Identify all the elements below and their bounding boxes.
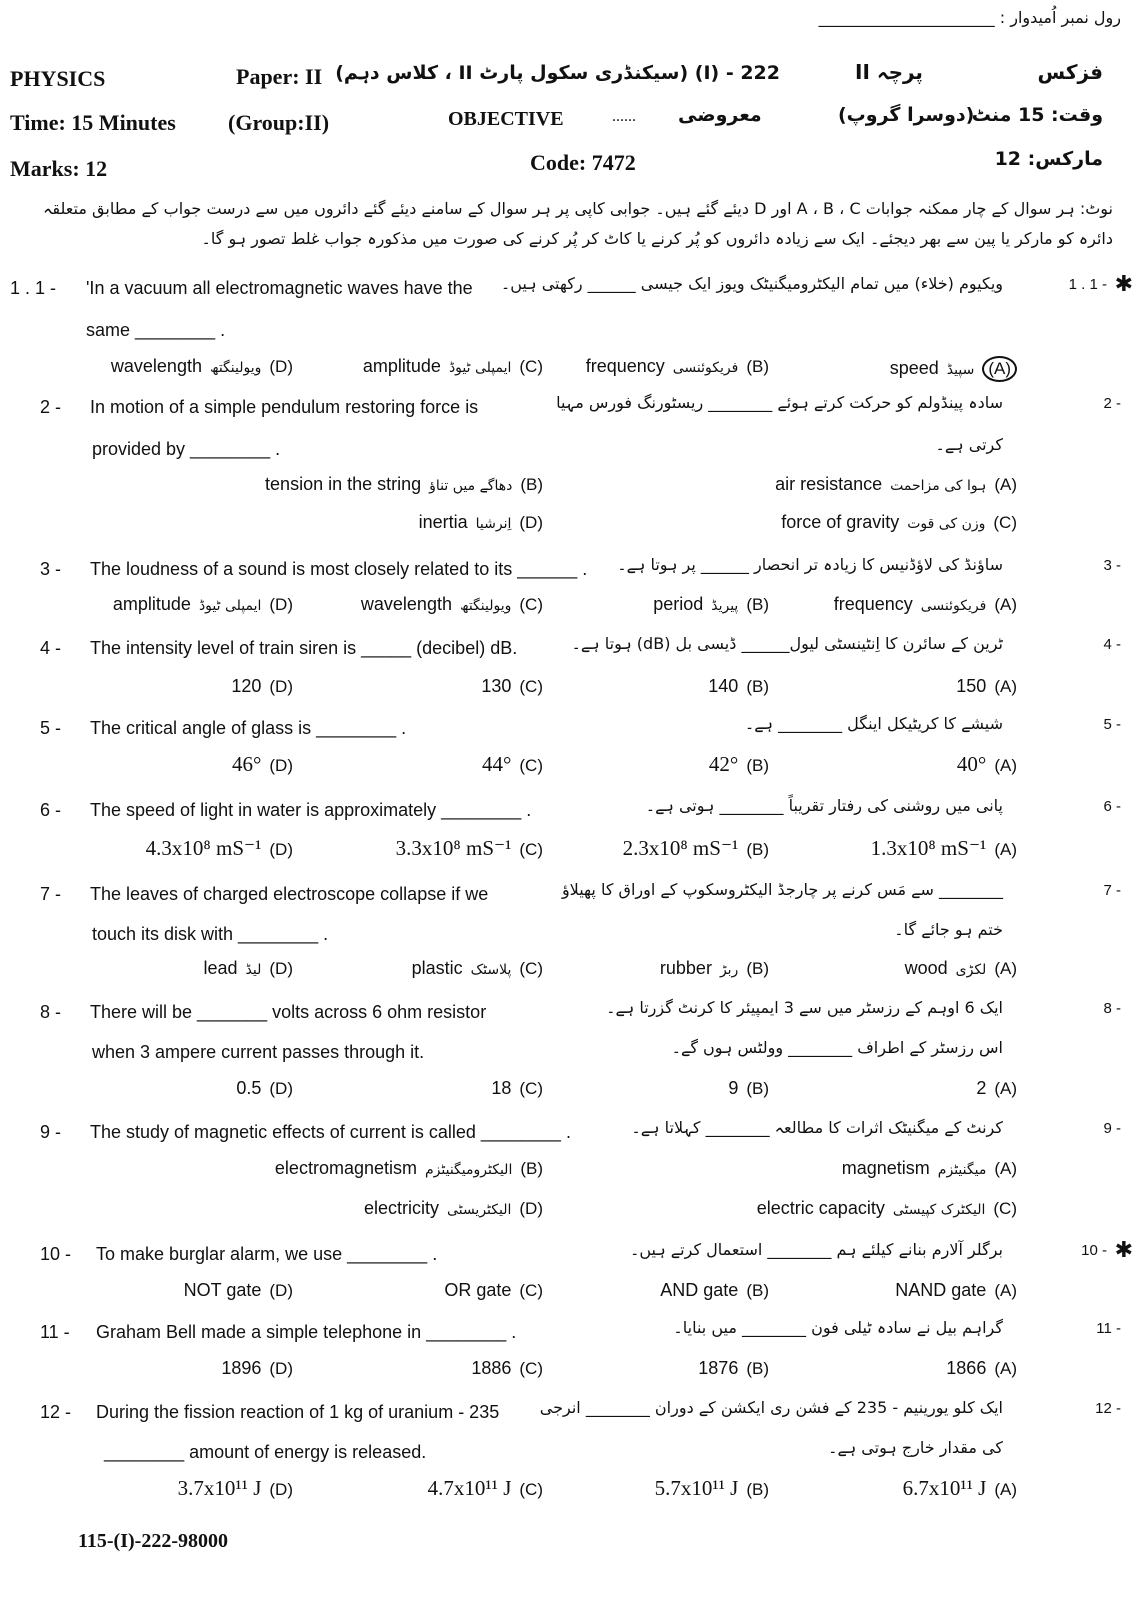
question-text-ur: پانی میں روشنی کی رفتار تقریباً ________ ہوتی ہے۔ <box>645 796 1003 815</box>
option-text-en: 0.5 <box>236 1078 262 1098</box>
option-text-en: amplitude <box>362 356 441 376</box>
paper-en: Paper: II <box>236 64 323 89</box>
option-text-ur: ربڑ <box>719 962 739 978</box>
option-letter: (B) <box>746 840 769 859</box>
option-text-ur: الیکٹریسٹی <box>447 1202 512 1218</box>
question-number-en: 11 - <box>40 1322 70 1342</box>
option-letter: (D) <box>269 1281 293 1300</box>
question-text-en: The study of magnetic effects of current is called ________ . <box>90 1122 571 1142</box>
option-d <box>204 958 293 979</box>
option-letter: (B) <box>746 1281 769 1300</box>
option-letter: (D) <box>269 1480 293 1499</box>
option-letter: (C) <box>519 357 543 376</box>
option-text-en: tension in the string <box>265 474 422 494</box>
option-b <box>698 1358 769 1379</box>
option-a <box>957 752 1017 777</box>
question-number-en: 9 - <box>40 1122 62 1142</box>
code-title: 222 - (I) (سیکنڈری سکول پارٹ II ، کلاس دہم) <box>335 62 780 84</box>
option-c <box>757 1198 1017 1219</box>
option-letter: (C) <box>519 756 543 775</box>
question-text-ur: شیشے کا کریٹیکل اینگل ________ ہے۔ <box>744 714 1003 733</box>
star-mark: ✱ <box>1114 1238 1133 1263</box>
option-text-en: speed <box>889 358 939 378</box>
option-text-en: lead <box>203 958 238 978</box>
option-d <box>184 1280 293 1301</box>
question-text-ur: ایک 6 اوہم کے رزسٹر میں سے 3 ایمپیئر کا کرنٹ گزرتا ہے۔ <box>606 998 1003 1017</box>
option-a <box>956 676 1017 697</box>
option-text-en: 120 <box>231 676 262 696</box>
option-text-en: 4.3x10⁸ mS⁻¹ <box>145 836 262 860</box>
option-letter: (B) <box>746 677 769 696</box>
option-text-en: 2.3x10⁸ mS⁻¹ <box>622 836 739 860</box>
question-text-ur: کرنٹ کے میگنیٹک اثرات کا مطالعہ ________ کہلاتا ہے۔ <box>631 1118 1003 1137</box>
option-letter: (A) <box>994 677 1017 696</box>
time-ur: وقت: 15 منٹ <box>971 104 1103 126</box>
option-c <box>471 1358 543 1379</box>
option-letter: (A) <box>994 959 1017 978</box>
option-letter: (A) <box>994 475 1017 494</box>
question-text-en: The intensity level of train siren is _____ (decibel) dB. <box>90 638 518 658</box>
option-text-en: 3.7x10¹¹ J <box>177 1476 262 1500</box>
option-text-en: 1.3x10⁸ mS⁻¹ <box>870 836 987 860</box>
question-text-en: The speed of light in water is approximately ________ . <box>90 800 532 820</box>
option-b <box>655 1476 769 1501</box>
option-text-en: electromagnetism <box>274 1158 417 1178</box>
option-text-en: 44° <box>481 752 512 776</box>
option-b <box>708 676 769 697</box>
option-text-ur: فریکوئنسی <box>672 360 739 376</box>
instructions-note: نوٹ: ہر سوال کے چار ممکنہ جوابات A ، B ، C اور D دیئے گئے ہیں۔ جوابی کاپی پر ہر سوال کے سامنے دیئے گئے دائروں میں سے درست جواب کے مطابق متعلقہ دائرہ کو مارکر یا پین سے بھر دیجئے۔ ایک سے زیادہ دائروں کو پُر کرنے یا کاٹ کر پُر کرنے کی صورت میں مذکورہ جواب غلط تصور ہو گا۔ <box>43 199 1114 248</box>
option-letter: (D) <box>269 959 293 978</box>
question-number-en: 1 . 1 - <box>10 278 57 298</box>
question-text-ur: ________ سے مَس کرنے پر چارجڈ الیکٹروسکوپ کے اوراق کا پھیلاؤ <box>561 880 1003 899</box>
option-c <box>444 1280 543 1301</box>
question-text-en: There will be _______ volts across 6 ohm resistor <box>90 1002 487 1022</box>
star-mark: ✱ <box>1114 272 1133 297</box>
option-text-en: plastic <box>411 958 463 978</box>
option-text-en: rubber <box>659 958 712 978</box>
option-text-ur: اِنرشیا <box>475 516 512 532</box>
option-d <box>113 594 293 615</box>
option-text-ur: وزن کی قوت <box>907 516 986 532</box>
option-letter: (D) <box>269 677 293 696</box>
question-number-ur: 1 . 1 - <box>1068 276 1107 293</box>
marks-en: Marks: 12 <box>10 156 108 181</box>
option-text-ur: لیڈ <box>245 962 262 978</box>
option-letter: (C) <box>519 840 543 859</box>
option-a <box>775 474 1017 495</box>
option-b <box>265 474 543 495</box>
objective-ur: معروضی <box>678 104 762 126</box>
option-text-en: 46° <box>231 752 262 776</box>
option-text-ur: ایمپلی ٹیوڈ <box>448 360 512 376</box>
option-text-en: AND gate <box>660 1280 739 1300</box>
question-number-ur: 5 - <box>1103 716 1121 733</box>
option-text-en: 3.3x10⁸ mS⁻¹ <box>395 836 512 860</box>
option-text-ur: پیریڈ <box>711 598 739 614</box>
option-d <box>221 1358 293 1379</box>
option-text-en: 42° <box>708 752 739 776</box>
option-a <box>871 836 1017 861</box>
option-text-en: frequency <box>585 356 665 376</box>
option-text-ur: ایمپلی ٹیوڈ <box>198 598 262 614</box>
option-text-en: 9 <box>728 1078 739 1098</box>
option-c <box>396 836 543 861</box>
option-text-ur: سپیڈ <box>946 362 975 378</box>
option-d <box>364 1198 543 1219</box>
question-number-en: 6 - <box>40 800 62 820</box>
option-b <box>709 752 769 777</box>
option-text-ur: دھاگے میں تناؤ <box>429 478 513 494</box>
option-a <box>903 1476 1017 1501</box>
question-number-en: 12 - <box>40 1402 72 1422</box>
option-a <box>842 1158 1017 1179</box>
option-text-en: 130 <box>481 676 512 696</box>
option-text-en: frequency <box>833 594 913 614</box>
question-text-en-line2: ________ amount of energy is released. <box>104 1442 427 1462</box>
option-d <box>178 1476 293 1501</box>
option-letter: (B) <box>746 1079 769 1098</box>
option-text-ur: ویولینگتھ <box>209 360 262 376</box>
dots: ...... <box>612 108 636 125</box>
option-letter: (C) <box>519 1359 543 1378</box>
question-number-en: 8 - <box>40 1002 62 1022</box>
option-text-ur: میگنیٹزم <box>937 1162 987 1178</box>
question-text-en: The critical angle of glass is ________ . <box>90 718 407 738</box>
option-letter: (D) <box>519 513 543 532</box>
option-letter: (C) <box>993 513 1017 532</box>
question-number-ur: 11 - <box>1096 1320 1121 1337</box>
option-text-ur: ویولینگتھ <box>459 598 512 614</box>
subject-en: PHYSICS <box>10 66 106 91</box>
option-text-en: 150 <box>956 676 987 696</box>
question-text-ur: ایک کلو یورینیم - 235 کے فشن ری ایکشن کے دوران ________ انرجی <box>539 1398 1003 1417</box>
question-text-en-line2: when 3 ampere current passes through it. <box>92 1042 425 1062</box>
option-letter: (A) <box>994 1359 1017 1378</box>
option-text-en: 2 <box>976 1078 987 1098</box>
option-letter: (C) <box>519 1079 543 1098</box>
option-letter: (A) <box>994 1281 1017 1300</box>
option-b <box>623 836 769 861</box>
option-text-ur: الیکٹرومیگنیٹزم <box>424 1162 513 1178</box>
option-c <box>361 594 543 615</box>
question-text-en: In motion of a simple pendulum restoring force is <box>90 397 479 417</box>
option-letter: (A) <box>994 756 1017 775</box>
question-text-ur: گراہم بیل نے سادہ ٹیلی فون ________ میں بنایا۔ <box>673 1318 1003 1337</box>
question-number-ur: 7 - <box>1103 882 1121 899</box>
option-text-en: wavelength <box>110 356 202 376</box>
option-d <box>111 356 293 377</box>
option-a <box>946 1358 1017 1379</box>
option-letter: (A) <box>994 1159 1017 1178</box>
option-letter: (C) <box>993 1199 1017 1218</box>
question-text-en: Graham Bell made a simple telephone in ________ . <box>96 1322 517 1342</box>
option-letter: (B) <box>520 475 543 494</box>
question-text-en: The loudness of a sound is most closely related to its ______ . <box>90 559 588 579</box>
question-number-ur: 2 - <box>1103 395 1121 412</box>
option-letter: (C) <box>519 1480 543 1499</box>
question-number-en: 3 - <box>40 559 62 579</box>
option-b <box>660 958 769 979</box>
question-text-en: The leaves of charged electroscope collapse if we <box>90 884 489 904</box>
option-c <box>491 1078 543 1099</box>
option-b <box>653 594 769 615</box>
option-letter: (B) <box>746 959 769 978</box>
paper-code: Code: 7472 <box>530 150 636 175</box>
option-c <box>781 512 1017 533</box>
option-a <box>905 958 1017 979</box>
option-a <box>890 356 1017 382</box>
option-c <box>428 1476 543 1501</box>
option-d <box>231 676 293 697</box>
question-number-ur: 8 - <box>1103 1000 1121 1017</box>
question-text-en-line2: same ________ . <box>86 320 226 340</box>
option-text-en: 1896 <box>221 1358 262 1378</box>
question-text-en: To make burglar alarm, we use ________ . <box>96 1244 438 1264</box>
option-letter: (A) <box>994 595 1017 614</box>
option-d <box>232 752 293 777</box>
option-text-en: 40° <box>956 752 987 776</box>
question-text-ur-line2: کی مقدار خارج ہوتی ہے۔ <box>828 1438 1003 1457</box>
time-en: Time: 15 Minutes <box>10 110 176 135</box>
option-c <box>363 356 543 377</box>
question-text-en-line2: touch its disk with ________ . <box>92 924 329 944</box>
question-text-en: During the fission reaction of 1 kg of uranium - 235 <box>96 1402 500 1422</box>
option-text-en: period <box>653 594 704 614</box>
option-text-en: OR gate <box>444 1280 512 1300</box>
question-text-ur-line2: کرتی ہے۔ <box>935 435 1003 454</box>
option-text-en: 1886 <box>471 1358 512 1378</box>
option-letter: (B) <box>746 357 769 376</box>
question-text-ur: ویکیوم (خلاء) میں تمام الیکٹرومیگنیٹک ویوز ایک جیسی ______ رکھتی ہیں۔ <box>500 274 1003 293</box>
option-letter: (D) <box>269 756 293 775</box>
question-number-ur: 12 - <box>1095 1400 1121 1417</box>
option-letter: (A) <box>994 1079 1017 1098</box>
group-en: (Group:II) <box>228 110 330 135</box>
option-d <box>146 836 293 861</box>
option-d <box>236 1078 293 1099</box>
question-number-en: 7 - <box>40 884 62 904</box>
option-letter: (D) <box>269 357 293 376</box>
option-text-en: electric capacity <box>756 1198 885 1218</box>
option-a <box>895 1280 1017 1301</box>
option-letter: (C) <box>519 595 543 614</box>
option-text-en: electricity <box>364 1198 440 1218</box>
option-letter: (A) <box>982 356 1017 382</box>
option-letter: (C) <box>519 959 543 978</box>
question-text-ur-line2: اس رزسٹر کے اطراف ________ وولٹس ہوں گے۔ <box>671 1038 1003 1057</box>
question-text-ur: ساؤنڈ کی لاؤڈنیس کا زیادہ تر انحصار ______ پر ہوتا ہے۔ <box>617 555 1003 574</box>
option-text-en: magnetism <box>841 1158 930 1178</box>
option-text-en: 140 <box>708 676 739 696</box>
option-text-en: air resistance <box>775 474 883 494</box>
option-b <box>728 1078 769 1099</box>
option-a <box>976 1078 1017 1099</box>
option-text-en: NAND gate <box>895 1280 987 1300</box>
question-number-ur: 6 - <box>1103 798 1121 815</box>
question-text-ur-line2: ختم ہو جائے گا۔ <box>894 920 1003 939</box>
option-text-en: 18 <box>491 1078 512 1098</box>
option-letter: (C) <box>519 1281 543 1300</box>
option-c <box>481 676 543 697</box>
option-text-en: 6.7x10¹¹ J <box>902 1476 987 1500</box>
option-letter: (B) <box>520 1159 543 1178</box>
option-letter: (B) <box>746 1480 769 1499</box>
option-text-en: amplitude <box>112 594 191 614</box>
option-text-ur: الیکٹرک کپیسٹی <box>892 1202 986 1218</box>
option-c <box>412 958 543 979</box>
option-b <box>660 1280 769 1301</box>
option-letter: (A) <box>994 1480 1017 1499</box>
question-number-ur: 9 - <box>1103 1120 1121 1137</box>
option-letter: (B) <box>746 756 769 775</box>
option-letter: (D) <box>269 840 293 859</box>
question-number-en: 10 - <box>40 1244 72 1264</box>
roll-number-label: رول نمبر اُمیدوار : ______________________ <box>818 8 1121 27</box>
option-letter: (D) <box>269 1359 293 1378</box>
option-letter: (B) <box>746 1359 769 1378</box>
option-text-en: 5.7x10¹¹ J <box>654 1476 739 1500</box>
option-b <box>586 356 769 377</box>
question-text-ur: برگلر آلارم بنانے کیلئے ہم ________ استعمال کرتے ہیں۔ <box>629 1240 1003 1259</box>
question-number-en: 2 - <box>40 397 62 417</box>
question-text-en: 'In a vacuum all electromagnetic waves have the <box>86 278 473 298</box>
option-text-en: wood <box>904 958 948 978</box>
option-text-en: force of gravity <box>781 512 900 532</box>
question-number-ur: 10 - <box>1081 1242 1107 1259</box>
option-text-en: inertia <box>418 512 468 532</box>
subject-ur: فزکس <box>1037 60 1103 84</box>
option-c <box>482 752 543 777</box>
option-letter: (C) <box>519 677 543 696</box>
option-letter: (B) <box>746 595 769 614</box>
option-letter: (A) <box>994 840 1017 859</box>
option-letter: (D) <box>519 1199 543 1218</box>
option-letter: (D) <box>269 1079 293 1098</box>
question-text-ur: ٹرین کے سائرن کا اِنٹینسٹی لیول______ ڈیسی بل (dB) ہوتا ہے۔ <box>571 634 1003 653</box>
option-d <box>419 512 543 533</box>
option-text-ur: لکڑی <box>955 962 987 978</box>
option-b <box>275 1158 543 1179</box>
option-text-ur: پلاسٹک <box>470 962 512 978</box>
option-text-en: 1866 <box>946 1358 987 1378</box>
option-text-ur: فریکوئنسی <box>920 598 987 614</box>
option-text-en: 1876 <box>698 1358 739 1378</box>
question-number-ur: 3 - <box>1103 557 1121 574</box>
question-number-en: 4 - <box>40 638 62 658</box>
option-text-en: NOT gate <box>183 1280 262 1300</box>
question-text-ur: سادہ پینڈولم کو حرکت کرتے ہوئے ________ ریسٹورنگ فورس مہیا <box>556 393 1003 412</box>
option-letter: (D) <box>269 595 293 614</box>
group-ur: (دوسرا گروپ) <box>838 104 975 126</box>
question-text-en-line2: provided by ________ . <box>92 439 281 459</box>
objective-en: OBJECTIVE <box>448 108 564 130</box>
paper-ur: پرچہ II <box>855 60 923 84</box>
option-text-en: 4.7x10¹¹ J <box>427 1476 512 1500</box>
option-text-ur: ہوا کی مزاحمت <box>890 478 987 494</box>
question-number-en: 5 - <box>40 718 62 738</box>
option-a <box>834 594 1017 615</box>
option-text-en: wavelength <box>360 594 452 614</box>
footer-code: 115-(I)-222-98000 <box>78 1530 228 1552</box>
question-number-ur: 4 - <box>1103 636 1121 653</box>
marks-ur: مارکس: 12 <box>994 148 1103 170</box>
